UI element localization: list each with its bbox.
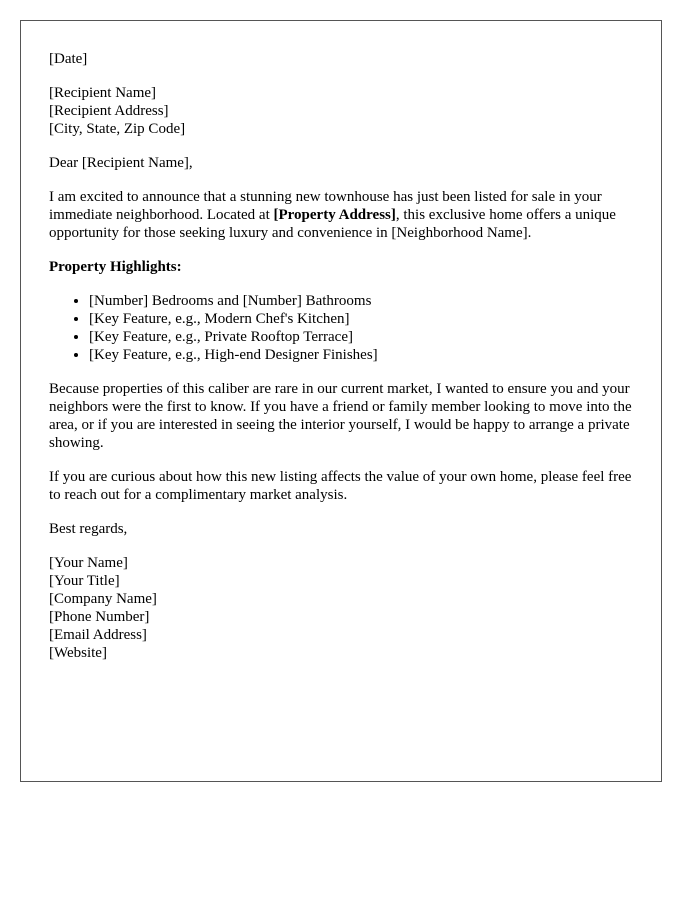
signature-email: [Email Address]	[49, 627, 147, 643]
recipient-name: [Recipient Name]	[49, 85, 157, 101]
highlight-item: • [Key Feature, e.g., High-end Designer Finishes]	[89, 346, 633, 364]
highlights-list	[49, 292, 633, 364]
recipient-address: [Recipient Address]	[49, 103, 169, 119]
salutation: Dear [Recipient Name],	[49, 155, 193, 171]
letter-date: [Date]	[49, 51, 88, 67]
highlight-item: • [Key Feature, e.g., Private Rooftop Terrace]	[89, 328, 633, 346]
closing: Best regards,	[49, 521, 128, 537]
signature-name: [Your Name]	[49, 555, 128, 571]
letter-page	[20, 20, 662, 782]
signature-website: [Website]	[49, 645, 107, 661]
highlight-item: • [Number] Bedrooms and [Number] Bathrooms	[89, 292, 633, 310]
highlight-item: • [Key Feature, e.g., Modern Chef's Kitchen]	[89, 310, 633, 328]
highlights-heading: Property Highlights:	[49, 259, 182, 275]
property-address: [Property Address]	[273, 207, 396, 223]
recipient-city-state-zip: [City, State, Zip Code]	[49, 121, 186, 137]
intro-text-before: I am excited to announce that a stunning new townhouse has just been listed for sale in your immediate neighborhood. Located at	[49, 189, 602, 223]
intro-paragraph	[49, 188, 633, 242]
signature-phone: [Phone Number]	[49, 609, 150, 625]
signature-block	[49, 554, 633, 662]
recipient-block	[49, 84, 633, 138]
intro-text-after: , this exclusive home offers a unique opportunity for those seeking luxury and convenience in [Neighborhood Name].	[49, 207, 616, 241]
body-paragraph-3: If you are curious about how this new listing affects the value of your own home, please feel free to reach out for a complimentary market analysis.	[49, 469, 632, 503]
signature-title: [Your Title]	[49, 573, 120, 589]
signature-company: [Company Name]	[49, 591, 157, 607]
body-paragraph-2: Because properties of this caliber are rare in our current market, I wanted to ensure you and your neighbors were the first to know. If you have a friend or family member looking to move into the area, or if you are interested in seeing the interior yourself, I would be happy to arrange a private showing.	[49, 381, 632, 451]
